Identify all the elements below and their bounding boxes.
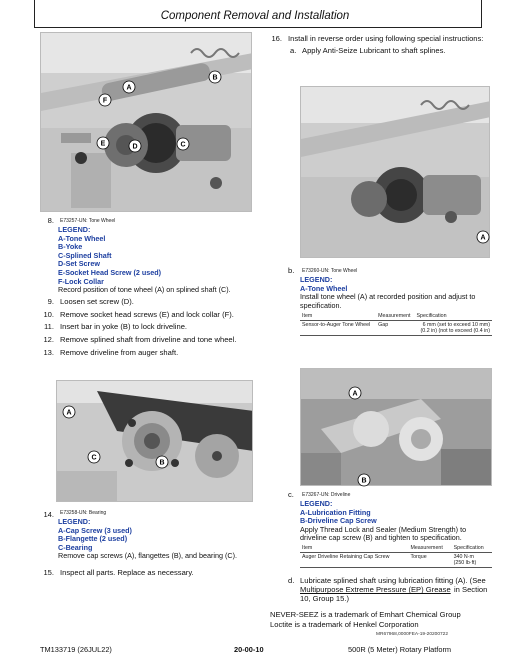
sub-c-letter: c. <box>288 490 294 499</box>
step-12: 12. Remove splined shaft from driveline and tone wheel. <box>43 335 237 344</box>
table-cell: Sensor-to-Auger Tone Wheel <box>300 321 376 336</box>
tone-wheel-photo <box>40 32 252 212</box>
table-header: Specification <box>415 312 493 321</box>
step-14-legend <box>58 518 237 561</box>
callout-f <box>98 93 112 112</box>
svg-text:C: C <box>91 454 97 462</box>
trademark-note: Loctite is a trademark of Henkel Corporation <box>270 620 419 629</box>
tone-wheel-install-photo <box>300 86 490 258</box>
table-cell: Gap <box>376 321 414 336</box>
legend-item: E-Socket Head Screw (2 used) <box>58 267 162 277</box>
callout-a <box>348 386 362 405</box>
step-16: 16. Install in reverse order using following special instructions: <box>271 34 484 43</box>
callout-b <box>155 455 169 474</box>
doc-reference: MR67968,0000FEA-19-20200722 <box>376 632 449 637</box>
footer-page-number: 20-00-10 <box>234 645 264 654</box>
svg-text:F: F <box>102 97 108 105</box>
sub-d: d. Lubricate splined shaft using lubrication fitting (A). (See Multipurpose Extreme Pressure (EP) Grease in Section 10, Group 15.) <box>288 576 488 604</box>
legend-item: B-Driveline Cap Screw <box>300 516 377 526</box>
step-11: 11. Insert bar in yoke (B) to lock driveline. <box>44 322 188 331</box>
legend-item: B-Flangette (2 used) <box>58 534 128 544</box>
step-16-sub-a: a. Apply Anti-Seize Lubricant to shaft splines. <box>290 46 446 55</box>
callout-a <box>122 80 136 99</box>
svg-text:A: A <box>480 234 486 242</box>
step-15: 15. Inspect all parts. Replace as necessary. <box>43 568 194 577</box>
legend-item: A-Cap Screw (3 used) <box>58 525 132 535</box>
table-row <box>300 553 492 568</box>
grease-spec-link[interactable]: Multipurpose Extreme Pressure (EP) Grease <box>300 585 451 595</box>
sub-b-spec-table <box>300 312 492 336</box>
step-8-text: Record position of tone wheel (A) on splined shaft (C). <box>58 285 231 295</box>
fig1-caption: E73257-UN: Tone Wheel <box>60 218 116 224</box>
table-header: Item <box>300 544 408 553</box>
bearing-photo <box>56 380 253 502</box>
legend-item: F-Lock Collar <box>58 276 104 286</box>
table-header: Measurement <box>376 312 414 321</box>
callout-b <box>357 473 371 492</box>
table-header: Measurement <box>408 544 451 553</box>
svg-text:A: A <box>126 84 132 92</box>
table-cell: 6 mm (set to exceed 10 mm) (0.2 in) (not to exceed (0.4 in) <box>415 321 493 336</box>
legend-item: A-Lubrication Fitting <box>300 507 371 517</box>
footer-machine-name: 500R (5 Meter) Rotary Platform <box>348 645 452 654</box>
sub-b-text: Install tone wheel (A) at recorded position and adjust to specification. <box>300 292 476 310</box>
sub-b-legend <box>300 276 492 310</box>
page-title: Component Removal and Installation <box>160 10 350 22</box>
callout-a <box>62 405 76 424</box>
step-9: 9. Loosen set screw (D). <box>47 297 134 306</box>
sub-c-legend <box>300 500 492 543</box>
footer-tm-number: TM133719 (26JUL22) <box>40 645 112 654</box>
step-10: 10. Remove socket head screws (E) and lock collar (F). <box>43 310 234 319</box>
table-row <box>300 321 492 336</box>
sub-c-spec-table <box>300 544 492 568</box>
legend-item: D-Set Screw <box>58 259 100 269</box>
svg-text:A: A <box>352 390 358 398</box>
legend-item: A-Tone Wheel <box>300 283 348 293</box>
legend-title: LEGEND: <box>300 275 333 284</box>
callout-e <box>96 136 110 155</box>
svg-text:D: D <box>132 143 138 151</box>
sub-b-letter: b. <box>288 266 295 275</box>
trademark-note: NEVER-SEEZ is a trademark of Emhart Chemical Group <box>270 610 461 619</box>
svg-text:C: C <box>180 141 186 149</box>
fig2-caption: E73258-UN: Bearing <box>60 510 107 516</box>
callout-b <box>208 70 222 89</box>
table-cell: Torque <box>408 553 451 568</box>
step-13: 13. Remove driveline from auger shaft. <box>43 348 179 357</box>
table-cell: Auger Driveline Retaining Cap Screw <box>300 553 408 568</box>
legend-item: A-Tone Wheel <box>58 233 106 243</box>
callout-c <box>87 450 101 469</box>
sub-c-text: Apply Thread Lock and Sealer (Medium Strength) to driveline cap screw (B) and tighten to specification. <box>300 524 467 543</box>
fig4-caption: E73267-UN: Driveline <box>302 492 351 498</box>
legend-title: LEGEND: <box>58 517 91 526</box>
svg-text:B: B <box>361 477 367 485</box>
legend-item: B-Yoke <box>58 242 83 252</box>
svg-text:B: B <box>159 459 165 467</box>
header-rule <box>34 27 482 28</box>
driveline-photo <box>300 368 492 486</box>
step-8-legend <box>58 226 231 295</box>
table-cell: 340 N·m (250 lb·ft) <box>452 553 492 568</box>
legend-title: LEGEND: <box>58 225 91 234</box>
callout-a <box>476 230 490 249</box>
legend-item: C-Bearing <box>58 542 93 552</box>
legend-title: LEGEND: <box>300 499 333 508</box>
svg-text:B: B <box>212 74 218 82</box>
legend-item: C-Splined Shaft <box>58 250 112 260</box>
table-header: Specification <box>452 544 492 553</box>
callout-c <box>176 137 190 156</box>
fig3-caption: E73260-UN: Tone Wheel <box>302 268 358 274</box>
step-14-text: Remove cap screws (A), flangettes (B), and bearing (C). <box>58 551 237 561</box>
svg-text:A: A <box>66 409 72 417</box>
svg-text:E: E <box>100 140 106 148</box>
table-header: Item <box>300 312 376 321</box>
callout-d <box>128 139 142 158</box>
